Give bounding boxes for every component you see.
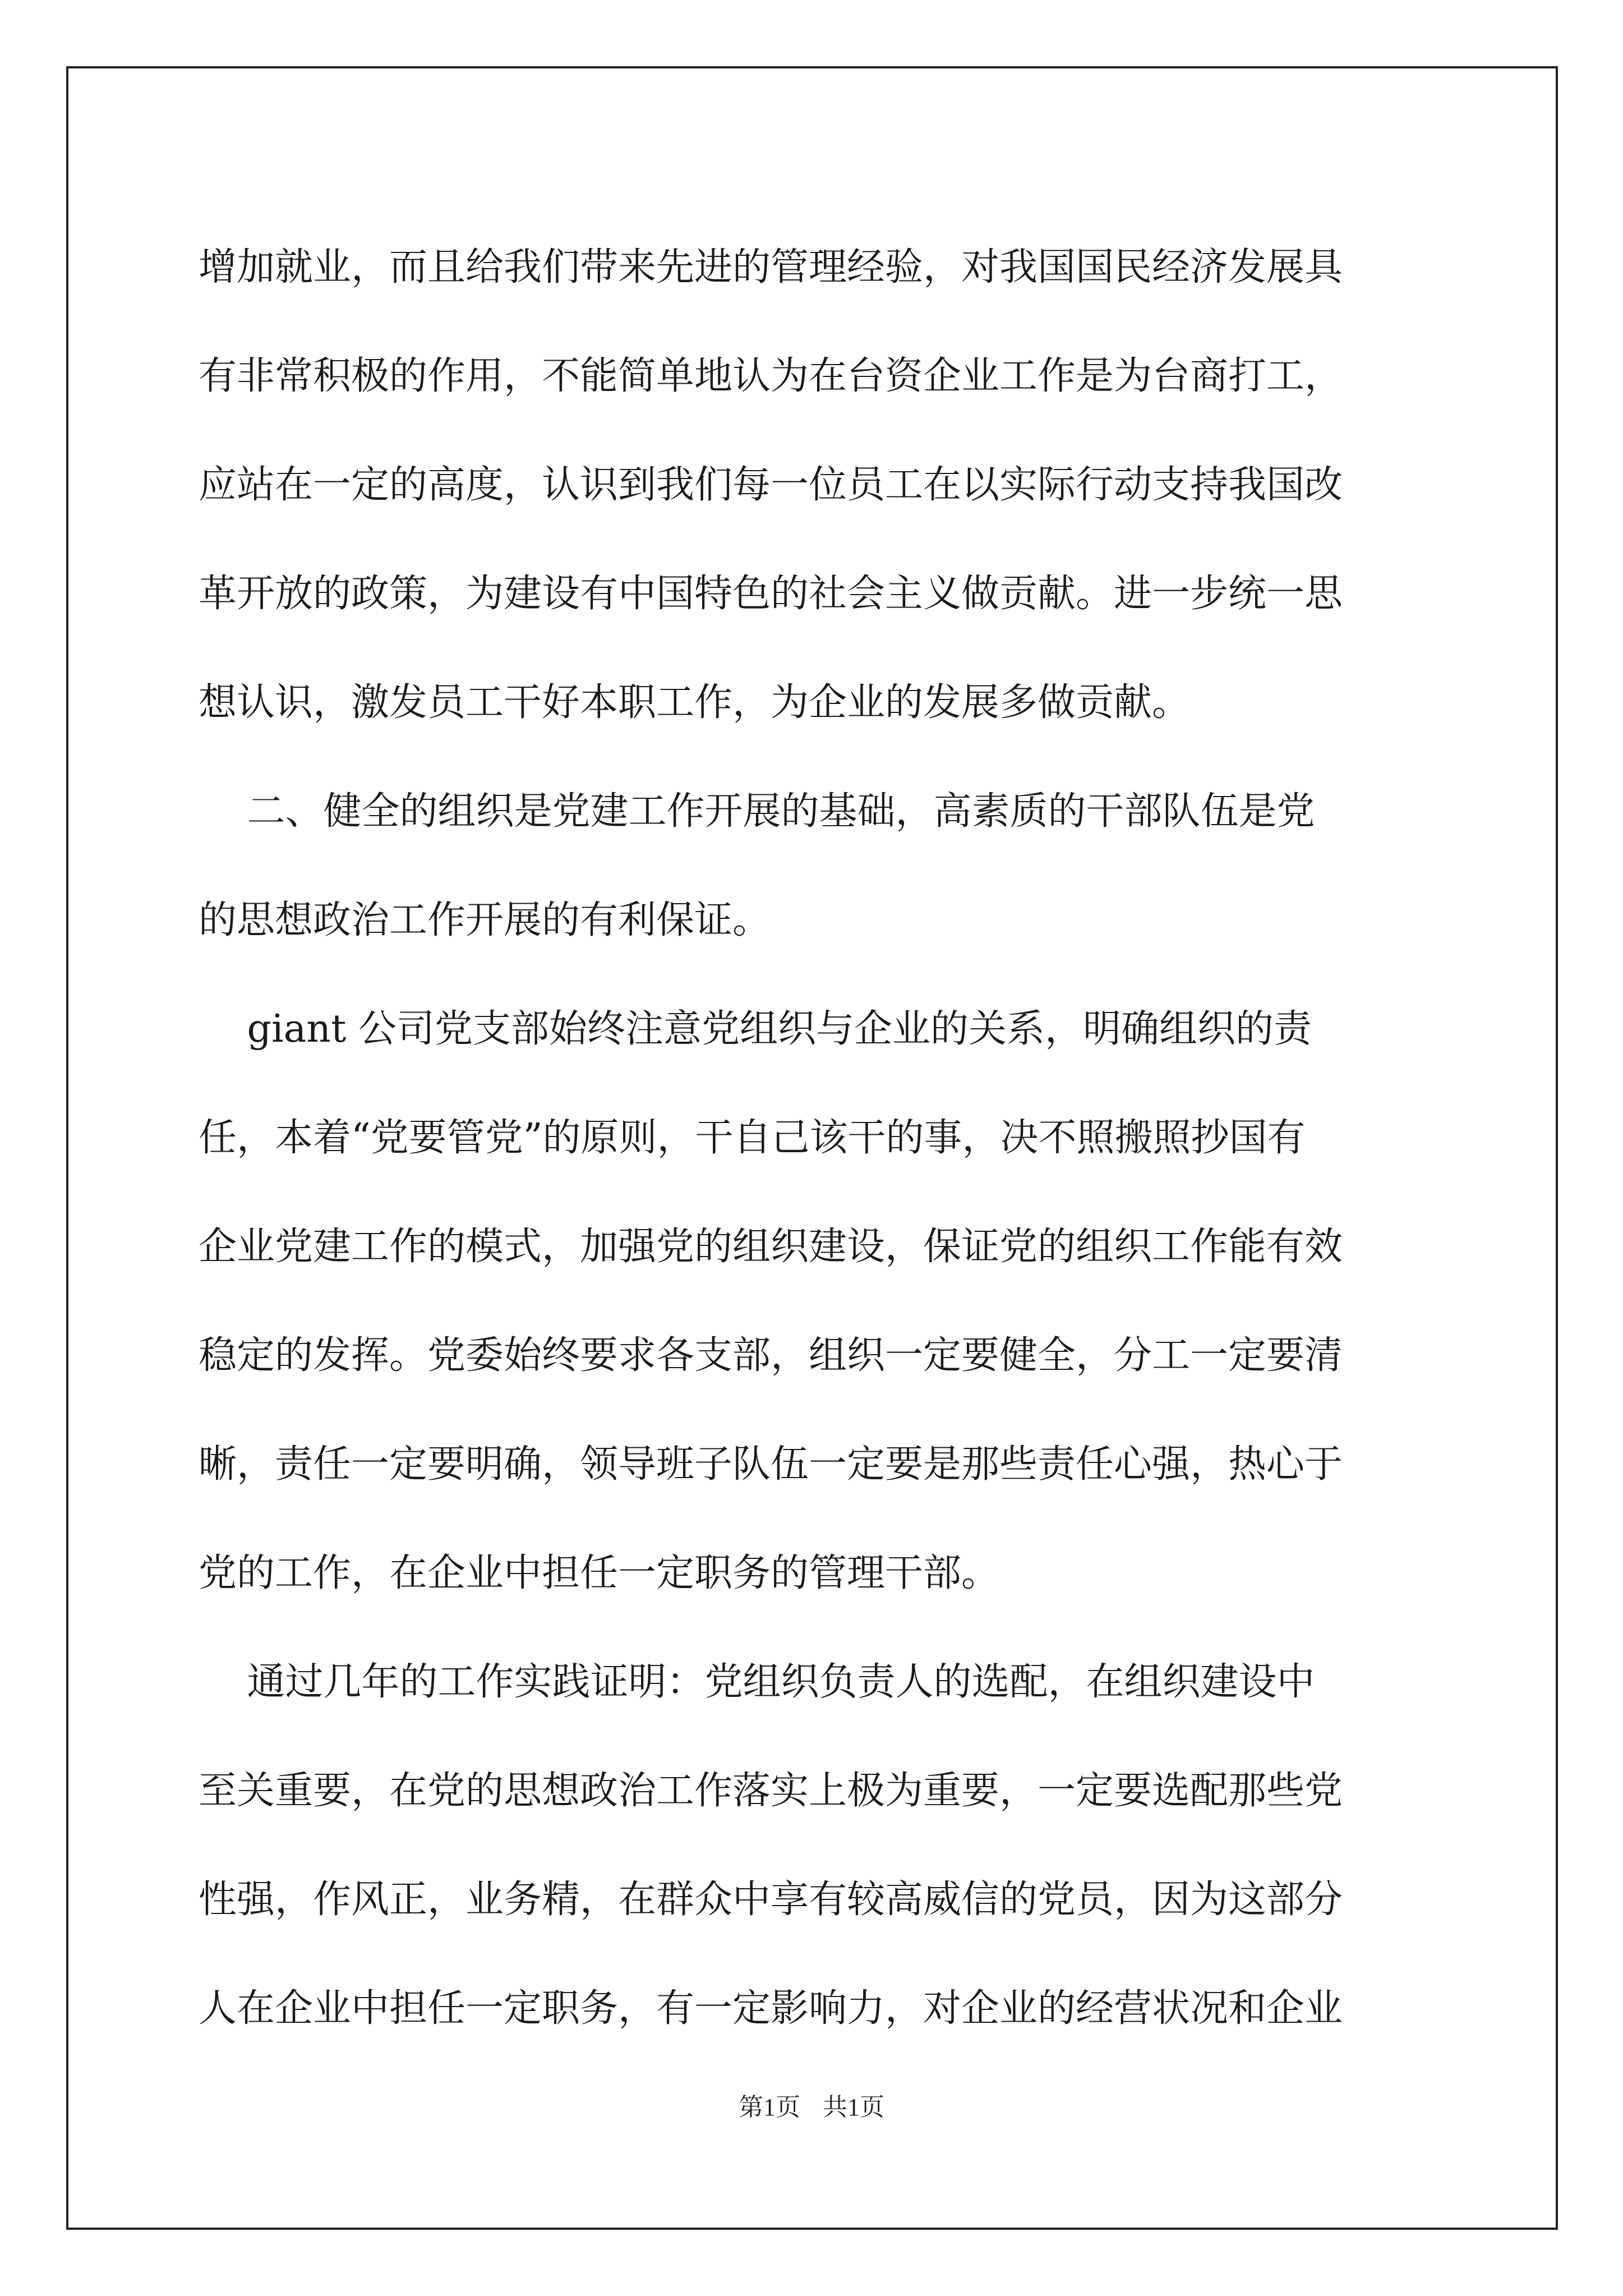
text-line: 稳定的发挥。党委始终要求各支部，组织一定要健全，分工一定要清: [199, 1333, 1343, 1378]
text-line: giant 公司党支部始终注意党组织与企业的关系，明确组织的责: [199, 1007, 1312, 1051]
text-line: 应站在一定的高度，认识到我们每一位员工在以实际行动支持我国改: [199, 463, 1343, 507]
text-line: 至关重要，在党的思想政治工作落实上极为重要，一定要选配那些党: [199, 1769, 1343, 1813]
document-body: [199, 213, 1430, 2063]
text-line: 企业党建工作的模式，加强党的组织建设，保证党的组织工作能有效: [199, 1225, 1343, 1269]
text-line: 增加就业，而且给我们带来先进的管理经验，对我国国民经济发展具: [199, 245, 1343, 289]
text-line: 通过几年的工作实践证明：党组织负责人的选配，在组织建设中: [199, 1660, 1315, 1704]
paragraph-3: [199, 975, 1430, 1628]
paragraph-2: [199, 757, 1430, 975]
text-line: 二、健全的组织是党建工作开展的基础，高素质的干部队伍是党: [199, 789, 1315, 834]
text-line: 想认识，激发员工干好本职工作，为企业的发展多做贡献。: [199, 680, 1191, 725]
text-line: 性强，作风正，业务精，在群众中享有较高威信的党员，因为这部分: [199, 1878, 1343, 1922]
text-line: 任，本着“党要管党”的原则，干自己该干的事，决不照搬照抄国有: [199, 1116, 1306, 1160]
text-line: 晰，责任一定要明确，领导班子队伍一定要是那些责任心强，热心于: [199, 1442, 1343, 1487]
paragraph-4: [199, 1628, 1430, 2063]
page-total: 共1页: [823, 2093, 884, 2121]
paragraph-1: [199, 213, 1430, 757]
text-line: 党的工作，在企业中担任一定职务的管理干部。: [199, 1551, 1000, 1595]
text-line: 的思想政治工作开展的有利保证。: [199, 898, 771, 942]
text-line: 革开放的政策，为建设有中国特色的社会主义做贡献。进一步统一思: [199, 572, 1343, 616]
text-line: 有非常积极的作用，不能简单地认为在台资企业工作是为台商打工，: [199, 354, 1343, 398]
page-number: 第1页: [739, 2093, 800, 2121]
text-line: 人在企业中担任一定职务，有一定影响力，对企业的经营状况和企业: [199, 1986, 1343, 2031]
page-footer: [0, 2087, 1623, 2123]
